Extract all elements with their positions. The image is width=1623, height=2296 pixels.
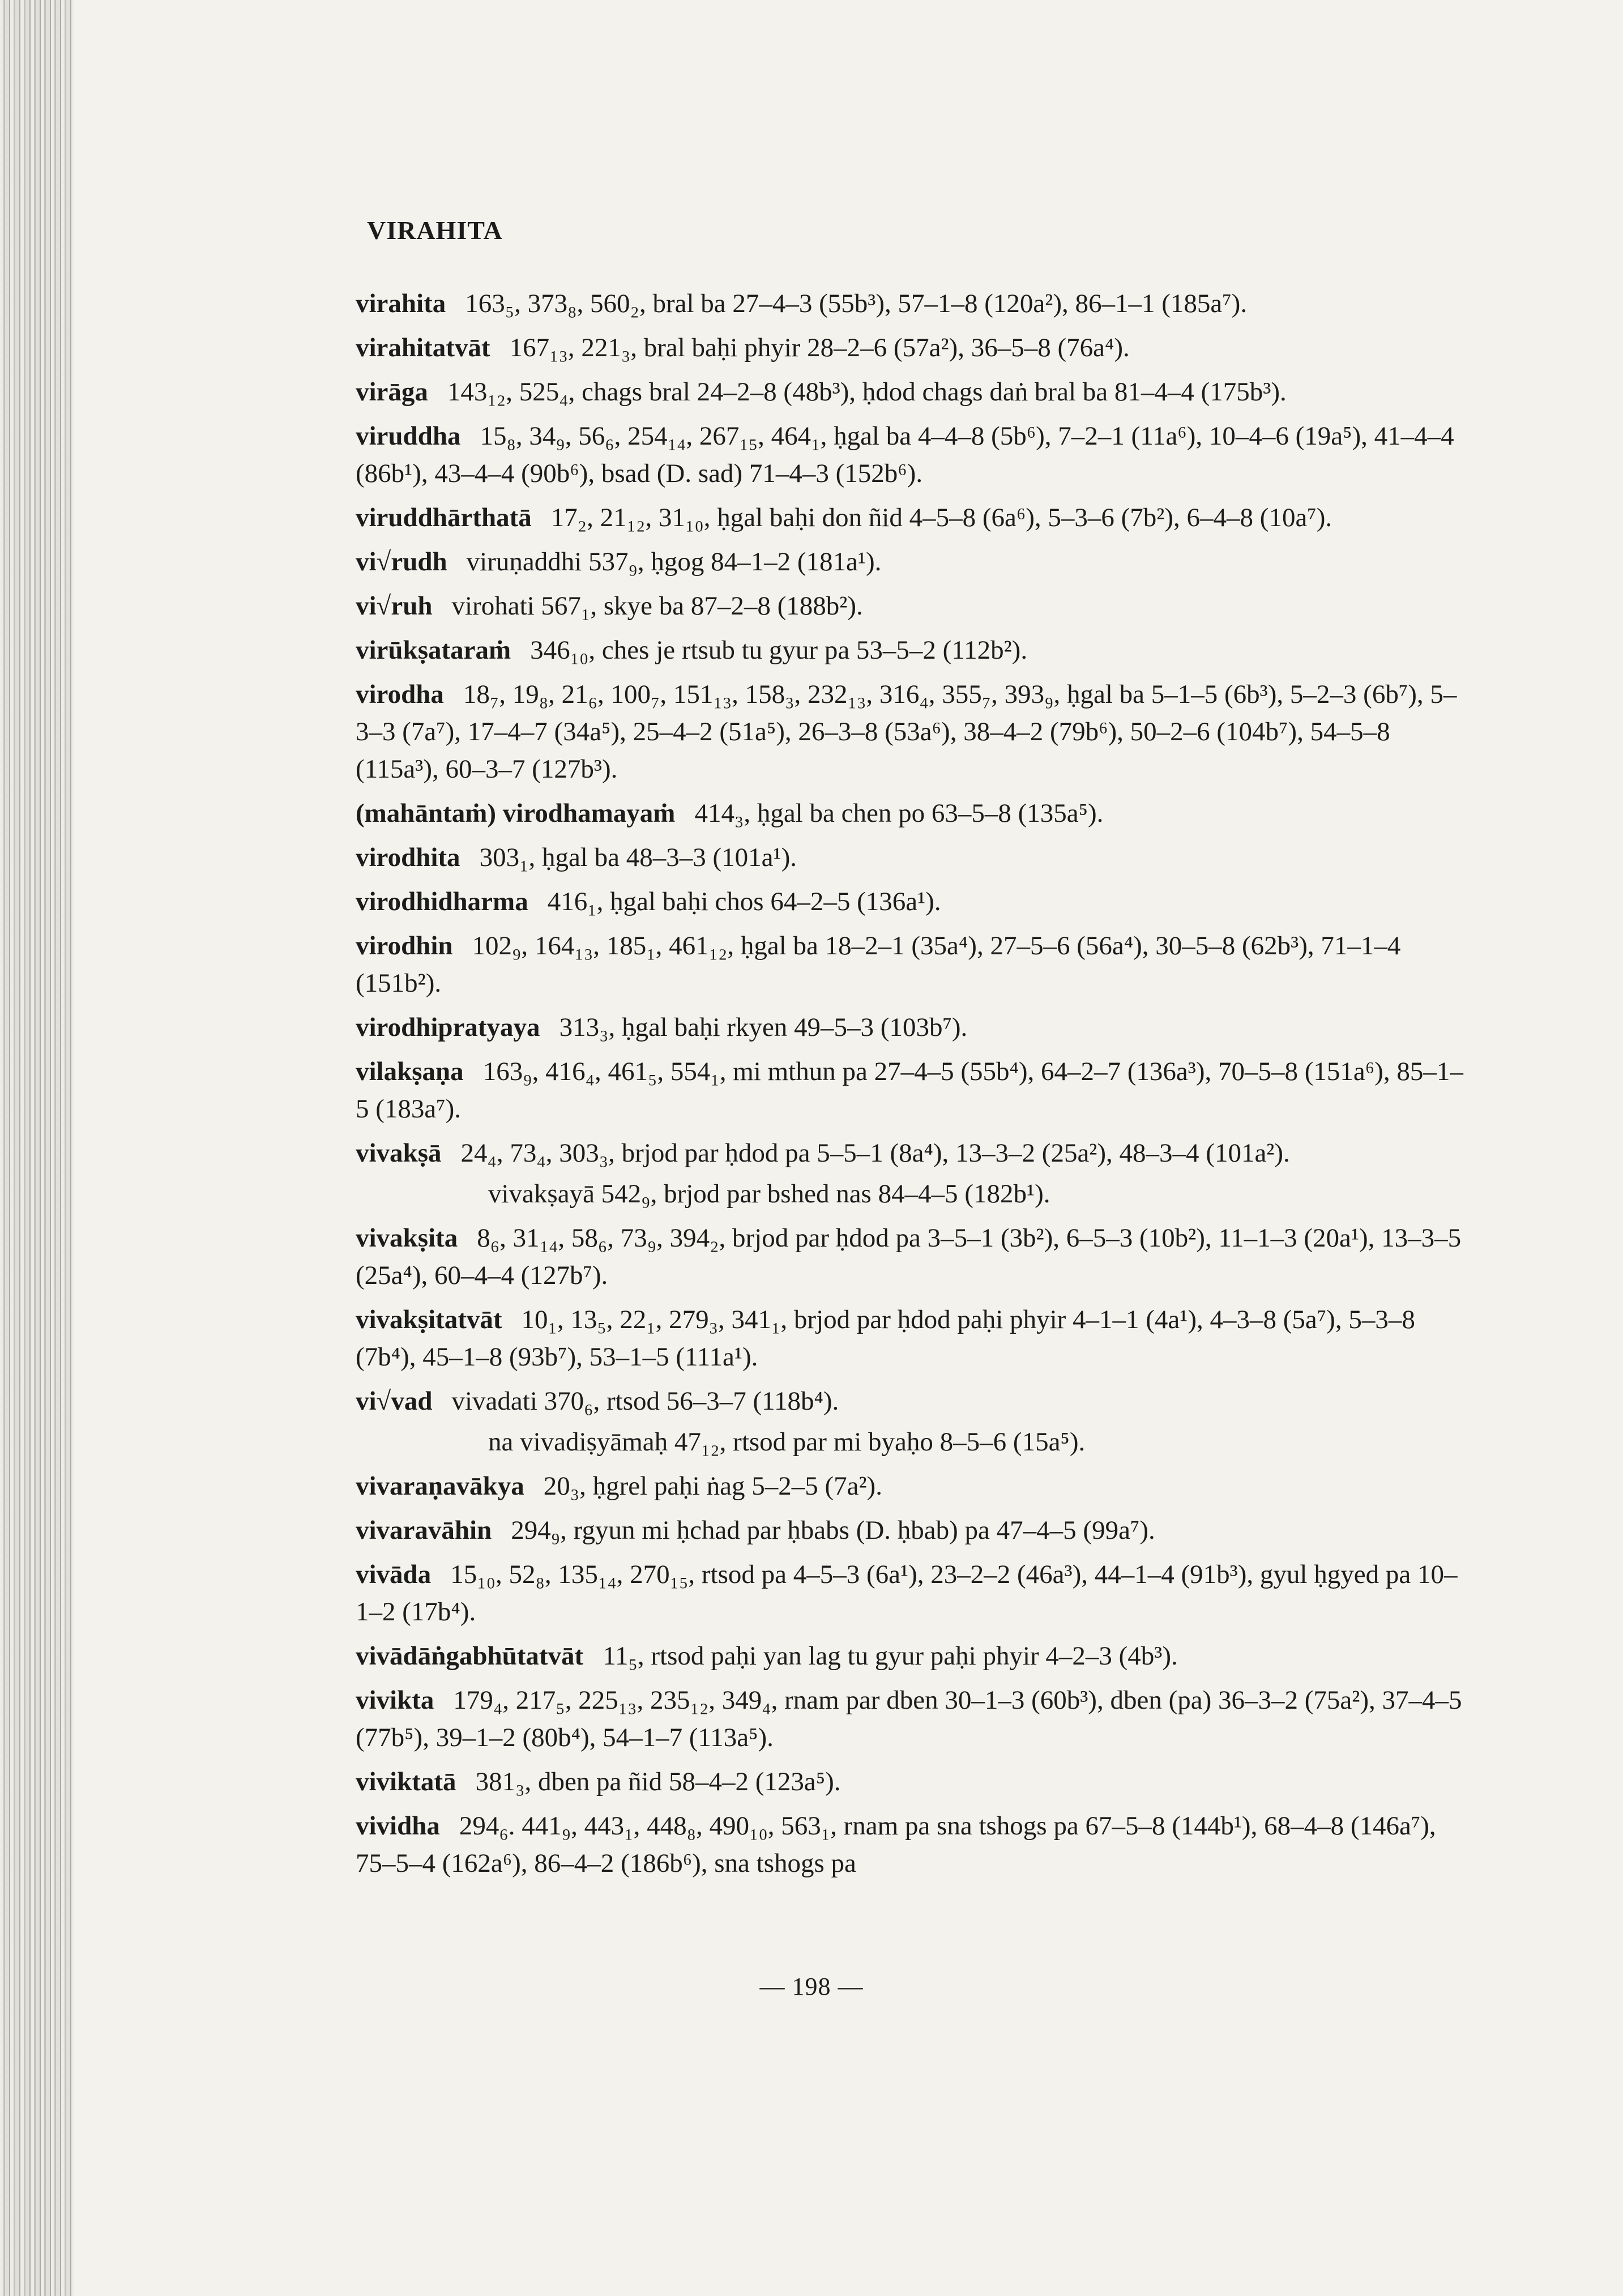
dictionary-entry xyxy=(356,676,1466,788)
entry-subform: na vivadiṣyāmaḥ 47₁₂, rtsod par mi byaḥo 8–5–6 (15a⁵). xyxy=(488,1427,1086,1457)
dictionary-entry xyxy=(356,285,1466,322)
entry-headword: vivaraṇavākya xyxy=(356,1471,524,1501)
entry-definition: 294₉, rgyun mi ḥchad par ḥbabs (D. ḥbab) pa 47–4–5 (99a⁷). xyxy=(511,1516,1155,1545)
book-binding-edge xyxy=(0,0,74,2296)
dictionary-entry xyxy=(356,1512,1466,1549)
dictionary-entry xyxy=(356,1009,1466,1046)
entry-definition: viruṇaddhi 537₉, ḥgog 84–1–2 (181a¹). xyxy=(466,547,882,577)
section-title: VIRAHITA xyxy=(367,216,503,245)
dictionary-entry xyxy=(356,1219,1466,1294)
dictionary-entry xyxy=(356,1682,1466,1756)
entry-headword: virodhita xyxy=(356,843,460,872)
entry-headword: vi√ruh xyxy=(356,591,433,621)
entry-definition: 10₁, 13₅, 22₁, 279₃, 341₁, brjod par ḥdod paḥi phyir 4–1–1 (4a¹), 4–3–8 (5a⁷), 5–3–8 (7b⁴), 45–1–8 (93b⁷), 53–1–5 (111a¹). xyxy=(356,1305,1415,1372)
entry-headword: vivikta xyxy=(356,1685,434,1715)
dictionary-entry xyxy=(356,373,1466,411)
dictionary-entry xyxy=(356,1556,1466,1631)
entry-headword: virodha xyxy=(356,680,444,709)
dictionary-entry xyxy=(356,499,1466,536)
entry-headword: vivakṣitatvāt xyxy=(356,1305,502,1334)
dictionary-entry xyxy=(356,543,1466,581)
entry-definition: vivadati 370₆, rtsod 56–3–7 (118b⁴). xyxy=(451,1386,839,1416)
dictionary-entry xyxy=(356,1301,1466,1376)
entry-headword: virahita xyxy=(356,289,446,318)
entry-headword: virodhidharma xyxy=(356,887,528,916)
entry-headword: vividha xyxy=(356,1811,440,1841)
dictionary-entry xyxy=(356,587,1466,625)
entry-headword: (mahāntaṁ) virodhamayaṁ xyxy=(356,799,676,828)
entry-headword: vilakṣaṇa xyxy=(356,1057,464,1086)
entry-headword: vivaravāhin xyxy=(356,1516,492,1545)
entry-definition: 414₃, ḥgal ba chen po 63–5–8 (135a⁵). xyxy=(694,799,1104,828)
dictionary-entry xyxy=(356,839,1466,876)
entry-headword: viviktatā xyxy=(356,1767,456,1796)
entry-headword: vivakṣā xyxy=(356,1138,442,1168)
entry-definition: 143₁₂, 525₄, chags bral 24–2–8 (48b³), ḥdod chags daṅ bral ba 81–4–4 (175b³). xyxy=(447,377,1287,407)
entry-definition: 24₄, 73₄, 303₃, brjod par ḥdod pa 5–5–1 (8a⁴), 13–3–2 (25a²), 48–3–4 (101a²). xyxy=(460,1138,1290,1168)
entry-definition: 102₉, 164₁₃, 185₁, 461₁₂, ḥgal ba 18–2–1 (35a⁴), 27–5–6 (56a⁴), 30–5–8 (62b³), 71–1–4 (151b²). xyxy=(356,931,1401,998)
dictionary-entry xyxy=(356,1467,1466,1505)
dictionary-entry xyxy=(356,1382,1466,1420)
entry-definition: 15₈, 34₉, 56₆, 254₁₄, 267₁₅, 464₁, ḥgal ba 4–4–8 (5b⁶), 7–2–1 (11a⁶), 10–4–6 (19a⁵), 41–4–4 (86b¹), 43–4–4 (90b⁶), bsad (D. sad) 71–4–3 (152b⁶). xyxy=(356,421,1454,488)
entry-definition: 11₅, rtsod paḥi yan lag tu gyur paḥi phyir 4–2–3 (4b³). xyxy=(603,1641,1178,1671)
dictionary-entry xyxy=(356,795,1466,832)
dictionary-entry xyxy=(356,927,1466,1002)
entry-headword: viruddhārthatā xyxy=(356,503,532,532)
entry-definition: 416₁, ḥgal baḥi chos 64–2–5 (136a¹). xyxy=(547,887,941,916)
entry-headword: vivāda xyxy=(356,1560,432,1589)
entry-subform: vivakṣayā 542₉, brjod par bshed nas 84–4–5 (182b¹). xyxy=(488,1179,1050,1209)
dictionary-entry xyxy=(356,883,1466,920)
entry-definition: 346₁₀, ches je rtsub tu gyur pa 53–5–2 (112b²). xyxy=(530,635,1028,665)
entry-definition: 303₁, ḥgal ba 48–3–3 (101a¹). xyxy=(479,843,797,872)
entry-definition: 15₁₀, 52₈, 135₁₄, 270₁₅, rtsod pa 4–5–3 (6a¹), 23–2–2 (46a³), 44–1–4 (91b³), gyul ḥgyed pa 10–1–2 (17b⁴). xyxy=(356,1560,1458,1627)
entry-definition: 20₃, ḥgrel paḥi ṅag 5–2–5 (7a²). xyxy=(543,1471,882,1501)
entry-definition: 163₉, 416₄, 461₅, 554₁, mi mthun pa 27–4–5 (55b⁴), 64–2–7 (136a³), 70–5–8 (151a⁶), 85–1–5 (183a⁷). xyxy=(356,1057,1463,1124)
entry-headword: vivādāṅgabhūtatvāt xyxy=(356,1641,584,1671)
dictionary-entry xyxy=(356,417,1466,492)
entry-definition: 167₁₃, 221₃, bral baḥi phyir 28–2–6 (57a²), 36–5–8 (76a⁴). xyxy=(509,333,1130,362)
entry-definition: 381₃, dben pa ñid 58–4–2 (123a⁵). xyxy=(475,1767,841,1796)
entry-definition: 18₇, 19₈, 21₆, 100₇, 151₁₃, 158₃, 232₁₃, 316₄, 355₇, 393₉, ḥgal ba 5–1–5 (6b³), 5–2–3 (6b⁷), 5–3–3 (7a⁷), 17–4–7 (34a⁵), 25–4–2 (51a⁵), 26–3–8 (53a⁶), 38–4–2 (79b⁶), 50–2–6 (104b⁷), 54–5–8 (115a³), 60–3–7 (127b³). xyxy=(356,680,1457,784)
dictionary-entry xyxy=(356,631,1466,669)
entry-definition: 179₄, 217₅, 225₁₃, 235₁₂, 349₄, rnam par dben 30–1–3 (60b³), dben (pa) 36–3–2 (75a²), 37–4–5 (77b⁵), 39–1–2 (80b⁴), 54–1–7 (113a⁵). xyxy=(356,1685,1462,1752)
dictionary-page xyxy=(356,215,1466,1889)
dictionary-entry xyxy=(356,329,1466,366)
entry-headword: virahitatvāt xyxy=(356,333,490,362)
entry-headword: virodhipratyaya xyxy=(356,1013,540,1042)
page-number: — 198 — xyxy=(759,1973,864,2000)
entry-headword: virūkṣataraṁ xyxy=(356,635,511,665)
dictionary-entry xyxy=(356,1807,1466,1882)
entry-headword: virāga xyxy=(356,377,428,407)
entry-definition: 17₂, 21₁₂, 31₁₀, ḥgal baḥi don ñid 4–5–8 (6a⁶), 5–3–6 (7b²), 6–4–8 (10a⁷). xyxy=(550,503,1332,532)
dictionary-entry xyxy=(356,1053,1466,1128)
entry-headword: vivakṣita xyxy=(356,1223,458,1253)
entry-headword: vi√vad xyxy=(356,1386,433,1416)
entry-headword: virodhin xyxy=(356,931,453,961)
entry-headword: vi√rudh xyxy=(356,547,447,577)
dictionary-entry xyxy=(356,1637,1466,1675)
entry-definition: 313₃, ḥgal baḥi rkyen 49–5–3 (103b⁷). xyxy=(559,1013,968,1042)
entry-headword: viruddha xyxy=(356,421,461,451)
entry-definition: 163₅, 373₈, 560₂, bral ba 27–4–3 (55b³), 57–1–8 (120a²), 86–1–1 (185a⁷). xyxy=(465,289,1248,318)
entry-list xyxy=(356,285,1466,1882)
entry-definition: 294₆. 441₉, 443₁, 448₈, 490₁₀, 563₁, rnam pa sna tshogs pa 67–5–8 (144b¹), 68–4–8 (146a⁷), 75–5–4 (162a⁶), 86–4–2 (186b⁶), sna tshogs pa xyxy=(356,1811,1436,1878)
dictionary-entry xyxy=(356,1763,1466,1800)
entry-definition: virohati 567₁, skye ba 87–2–8 (188b²). xyxy=(451,591,863,621)
entry-definition: 8₆, 31₁₄, 58₆, 73₉, 394₂, brjod par ḥdod pa 3–5–1 (3b²), 6–5–3 (10b²), 11–1–3 (20a¹), 13–3–5 (25a⁴), 60–4–4 (127b⁷). xyxy=(356,1223,1462,1290)
dictionary-entry xyxy=(356,1134,1466,1172)
